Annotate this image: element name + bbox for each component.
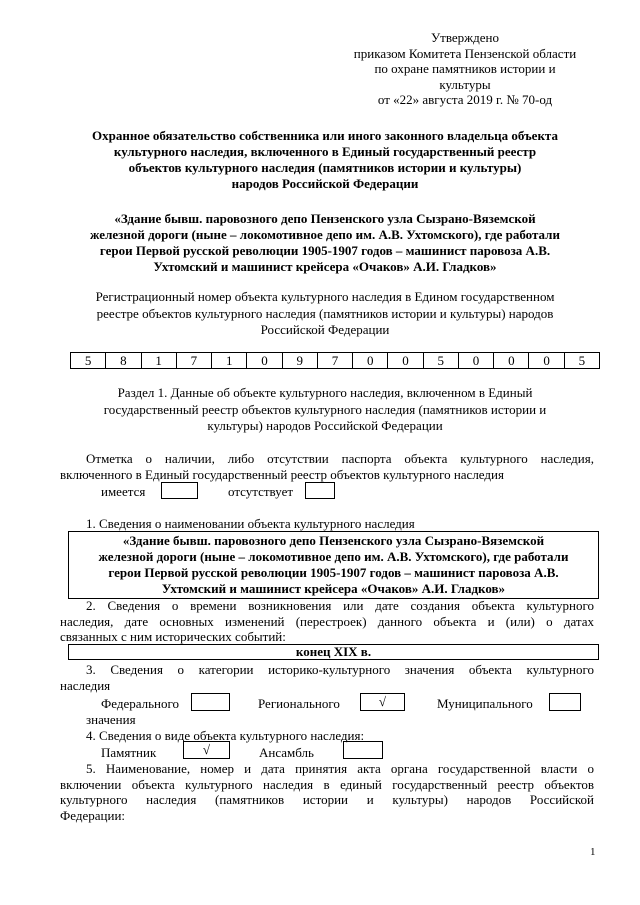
title-line: Охранное обязательство собственника или иного законного владельца объекта: [92, 128, 558, 143]
item-5-line: культурного наследия (памятников истории и культуры) народов Российской: [60, 792, 594, 807]
title-line: объектов культурного наследия (памятников истории и культуры): [128, 160, 522, 175]
section-1-line: культуры) народов Российской Федерации: [207, 418, 443, 433]
significance-trailing: значения: [86, 712, 136, 727]
registration-digit: 0: [353, 353, 388, 368]
municipal-label: Муниципального: [437, 696, 533, 711]
ensemble-checkbox[interactable]: [343, 741, 383, 759]
item-3-paragraph: [60, 662, 594, 693]
regional-checkbox[interactable]: √: [360, 693, 405, 711]
item-1-name-line: герои Первой русской революции 1905-1907 годов – машинист паровоза А.В.: [108, 565, 559, 580]
registration-digit: 0: [494, 353, 529, 368]
title-line: культурного наследия, включенного в Единый государственный реестр: [113, 144, 537, 159]
monument-label: Памятник: [101, 745, 157, 760]
approval-line: от «22» августа 2019 г. № 70-од: [377, 92, 553, 107]
registration-line: Российской Федерации: [260, 322, 390, 337]
registration-caption: [60, 289, 590, 339]
registration-digit: 5: [424, 353, 459, 368]
item-1-name-line: железной дороги (ныне – локомотивное депо им. А.В. Ухтомского), где работали: [98, 549, 569, 564]
ensemble-label: Ансамбль: [259, 745, 314, 760]
item-4-heading: 4. Сведения о виде объекта культурного наследия:: [86, 728, 365, 743]
document-title: [60, 128, 590, 192]
passport-has-label: имеется: [101, 484, 146, 499]
object-name-line: «Здание бывш. паровозного депо Пензенского узла Сызрано-Вяземской: [114, 211, 536, 226]
item-5-line: включении объекта культурного наследия в единый государственный реестр объектов: [60, 776, 594, 792]
monument-checkbox[interactable]: √: [183, 741, 230, 759]
registration-number-boxes: [70, 352, 600, 369]
registration-digit: 5: [578, 353, 586, 368]
passport-absent-label: отсутствует: [228, 484, 294, 499]
approval-line: по охране памятников истории и: [374, 61, 556, 76]
registration-digit: 7: [318, 353, 353, 368]
registration-line: Регистрационный номер объекта культурного наследия в Едином государственном: [95, 289, 555, 304]
item-2-line: наследия, дате основных изменений (перестроек) данного объекта и (или) о датах: [60, 613, 594, 629]
approval-line: Утверждено: [430, 30, 500, 45]
registration-digit: 0: [388, 353, 423, 368]
item-2-line: 2. Сведения о времени возникновения или дате создания объекта культурного: [86, 598, 594, 613]
object-name-heading: [60, 211, 590, 275]
registration-digit: 1: [212, 353, 247, 368]
object-name-line: Ухтомский и машинист крейсера «Очаков» А.И. Гладков»: [153, 259, 497, 274]
item-3-line: наследия: [60, 677, 111, 693]
passport-line: включенного в Единый государственный реестр объектов культурного наследия: [60, 466, 504, 482]
registration-digit: 9: [283, 353, 318, 368]
passport-paragraph: [60, 451, 594, 482]
registration-digit: 0: [529, 353, 564, 368]
page-number: 1: [590, 846, 596, 858]
regional-label: Регионального: [258, 696, 340, 711]
passport-absent-checkbox[interactable]: [305, 482, 335, 499]
approval-line: приказом Комитета Пензенской области: [353, 45, 577, 61]
section-1-line: Раздел 1. Данные об объекте культурного наследия, включенном в Единый: [117, 385, 533, 400]
item-2-date-box: конец XIX в.: [68, 644, 599, 660]
registration-digit: 1: [142, 353, 177, 368]
item-1-name-line: Ухтомский и машинист крейсера «Очаков» А.И. Гладков»: [161, 581, 506, 596]
item-5-line: Федерации:: [60, 807, 126, 823]
approval-stamp: [330, 30, 600, 108]
item-1-name-line: «Здание бывш. паровозного депо Пензенского узла Сызрано-Вяземской: [122, 533, 545, 548]
item-5-paragraph: [60, 761, 594, 823]
section-1-line: государственный реестр объектов культурного наследия (памятников истории и: [103, 401, 547, 417]
item-1-heading: 1. Сведения о наименовании объекта культурного наследия: [86, 516, 415, 531]
object-name-line: герои Первой русской революции 1905-1907 годов – машинист паровоза А.В.: [99, 243, 551, 258]
object-name-line: железной дороги (ныне – локомотивное депо им. А.В. Ухтомского), где работали: [90, 227, 560, 242]
item-2-line: связанных с ним исторических событий:: [60, 629, 286, 644]
federal-checkbox[interactable]: [191, 693, 230, 711]
passport-has-checkbox[interactable]: [161, 482, 198, 499]
registration-digit: 8: [106, 353, 141, 368]
registration-line: реестре объектов культурного наследия (памятников истории и культуры) народов: [96, 305, 554, 321]
item-1-name-box: [68, 531, 599, 599]
section-1-heading: [60, 385, 590, 435]
item-3-line: 3. Сведения о категории историко-культурного значения объекта культурного: [86, 662, 594, 677]
federal-label: Федерального: [101, 696, 180, 711]
municipal-checkbox[interactable]: [549, 693, 581, 711]
item-2-paragraph: [60, 598, 594, 645]
registration-digit: 7: [177, 353, 212, 368]
passport-line: Отметка о наличии, либо отсутствии паспорта объекта культурного наследия,: [86, 451, 594, 466]
title-line: народов Российской Федерации: [231, 176, 419, 191]
item-5-line: 5. Наименование, номер и дата принятия акта органа государственной власти о: [86, 761, 594, 776]
registration-digit: 0: [247, 353, 282, 368]
registration-digit: 0: [459, 353, 494, 368]
approval-line: культуры: [439, 76, 491, 92]
registration-digit: 5: [71, 353, 106, 368]
